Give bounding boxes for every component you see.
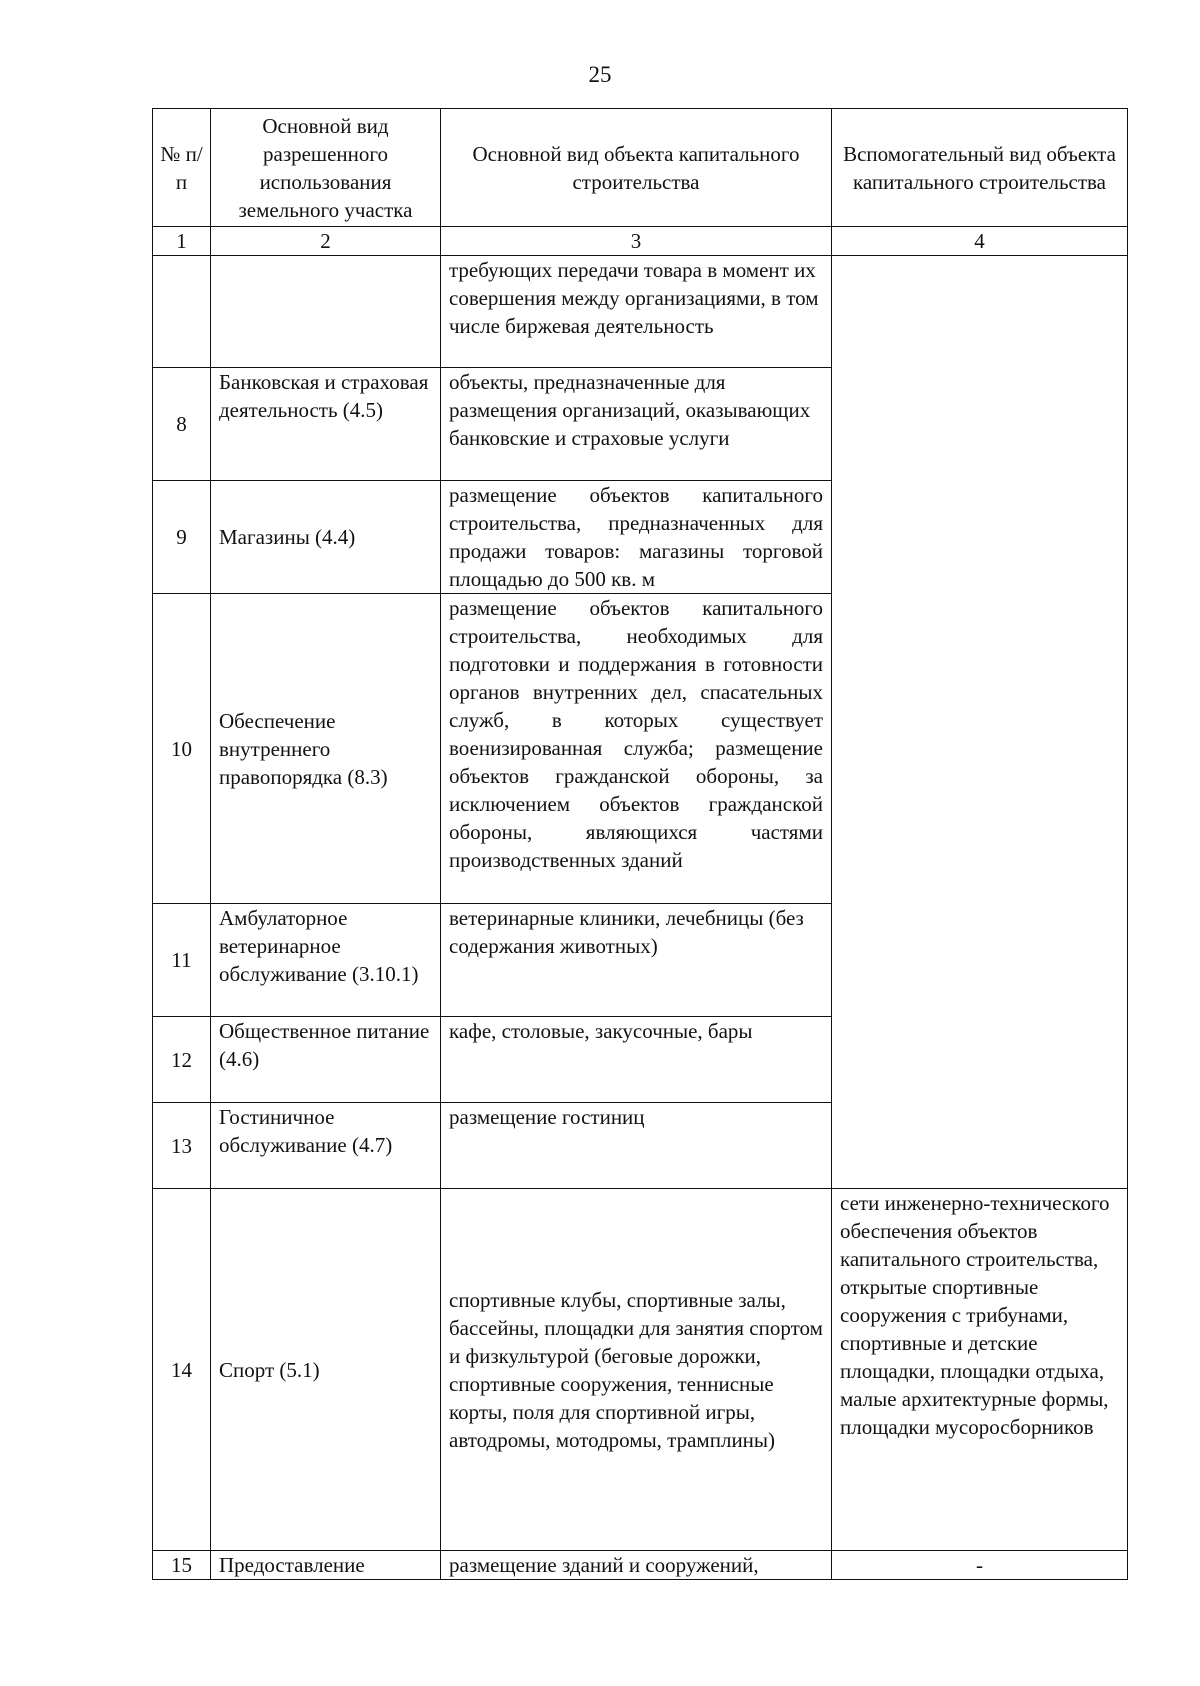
land-use-table	[152, 108, 1128, 1580]
land-use-cell	[211, 256, 441, 368]
main-object-cell: ветеринарные клиники, лечебницы (без содержания животных)	[441, 904, 832, 1017]
header-land-use: Основной вид разрешенного использования земельного участка	[211, 109, 441, 227]
header-row	[153, 109, 1128, 227]
main-object-cell: размещение зданий и сооружений,	[441, 1551, 832, 1580]
main-object-cell: размещение гостиниц	[441, 1103, 832, 1189]
main-object-cell: размещение объектов капитального строительства, необходимых для подготовки и поддержания в готовности органов внутренних дел, спасательных служб, в которых существует военизированная служба; размещение объектов гражданской обороны, за исключением объектов гражданской обороны, являющихся частями производственных зданий	[441, 594, 832, 904]
auxiliary-object-cell: сети инженерно-технического обеспечения объектов капитального строительства, открытые спортивные сооружения с трибунами, спортивные и детские площадки, площадки отдыха, малые архитектурные формы, площадки мусоросборников	[832, 1189, 1128, 1551]
main-object-cell: спортивные клубы, спортивные залы, бассейны, площадки для занятия спортом и физкультурой (беговые дорожки, спортивные сооружения, теннисные корты, поля для спортивной игры, автодромы, мотодромы, трамплины)	[441, 1189, 832, 1551]
column-number: 2	[211, 227, 441, 256]
land-use-cell: Амбулаторное ветеринарное обслуживание (3.10.1)	[211, 904, 441, 1017]
row-number: 12	[153, 1017, 211, 1103]
row-number: 10	[153, 594, 211, 904]
main-object-cell: размещение объектов капитального строительства, предназначенных для продажи товаров: магазины торговой площадью до 500 кв. м	[441, 481, 832, 594]
land-use-cell: Магазины (4.4)	[211, 481, 441, 594]
main-object-cell: кафе, столовые, закусочные, бары	[441, 1017, 832, 1103]
land-use-cell: Общественное питание (4.6)	[211, 1017, 441, 1103]
row-number	[153, 256, 211, 368]
table-row	[153, 1551, 1128, 1580]
header-main-object: Основной вид объекта капитального строительства	[441, 109, 832, 227]
land-use-cell: Банковская и страховая деятельность (4.5)	[211, 368, 441, 481]
auxiliary-object-cell: -	[832, 1551, 1128, 1580]
header-auxiliary-object: Вспомогательный вид объекта капитального строительства	[832, 109, 1128, 227]
column-number-row	[153, 227, 1128, 256]
table-row	[153, 1189, 1128, 1551]
row-number: 11	[153, 904, 211, 1017]
land-use-cell: Предоставление	[211, 1551, 441, 1580]
row-number: 9	[153, 481, 211, 594]
header-num: № п/п	[153, 109, 211, 227]
row-number: 14	[153, 1189, 211, 1551]
column-number: 1	[153, 227, 211, 256]
main-object-cell: объекты, предназначенные для размещения организаций, оказывающих банковские и страховые услуги	[441, 368, 832, 481]
auxiliary-object-cell-empty	[832, 256, 1128, 1189]
land-use-cell: Обеспечение внутреннего правопорядка (8.3)	[211, 594, 441, 904]
row-number: 13	[153, 1103, 211, 1189]
table-row	[153, 256, 1128, 368]
page-number: 25	[588, 62, 612, 87]
main-object-cell: требующих передачи товара в момент их совершения между организациями, в том числе биржевая деятельность	[441, 256, 832, 368]
row-number: 8	[153, 368, 211, 481]
land-use-cell: Спорт (5.1)	[211, 1189, 441, 1551]
column-number: 4	[832, 227, 1128, 256]
row-number: 15	[153, 1551, 211, 1580]
land-use-cell: Гостиничное обслуживание (4.7)	[211, 1103, 441, 1189]
column-number: 3	[441, 227, 832, 256]
